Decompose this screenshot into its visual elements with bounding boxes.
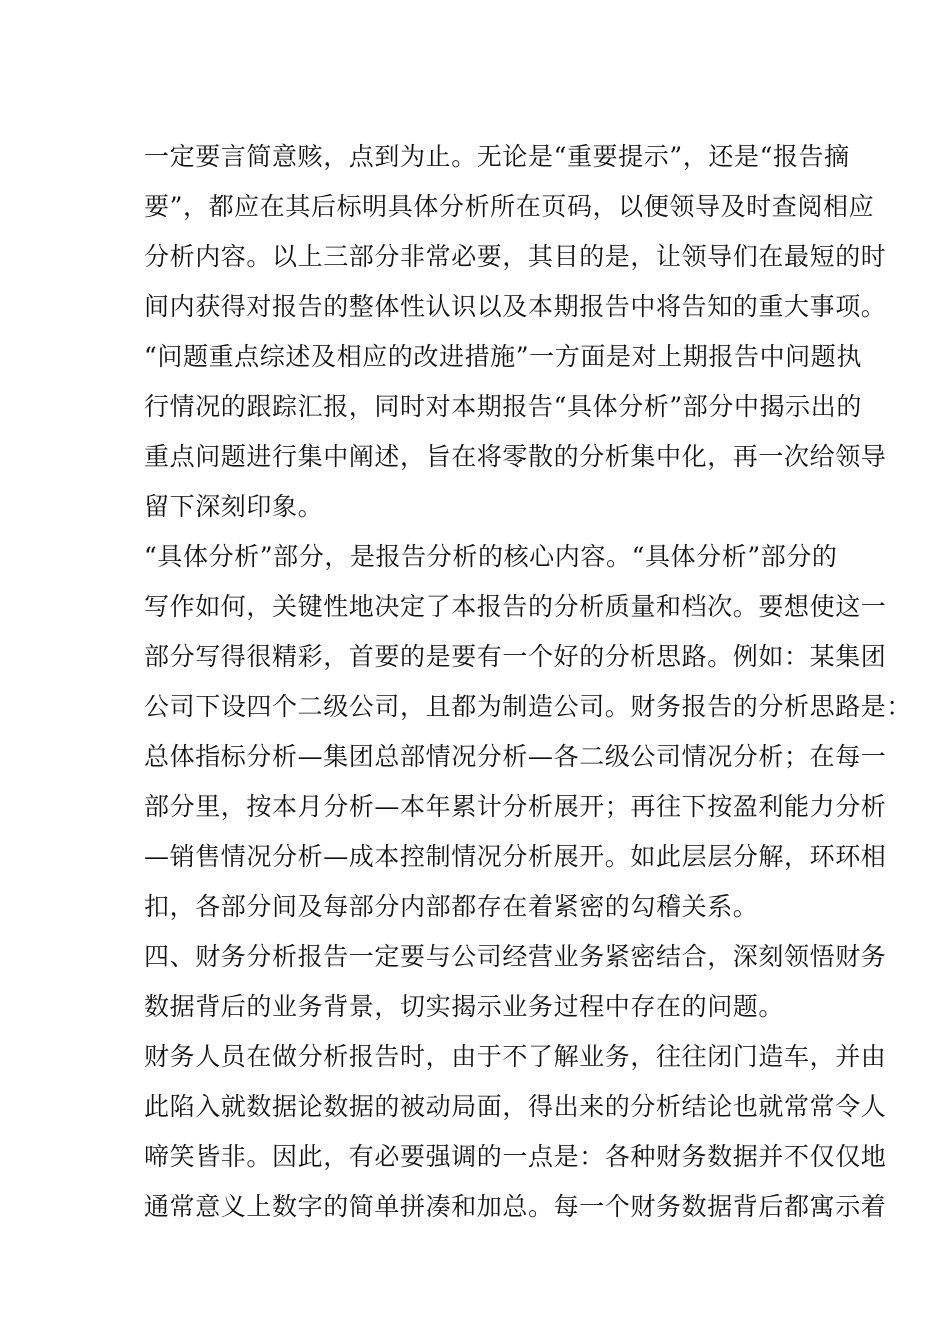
text-line: —销售情况分析—成本控制情况分析展开。如此层层分解，环环相 <box>144 842 887 871</box>
text-line: 四、财务分析报告一定要与公司经营业务紧密结合，深刻领悟财务 <box>144 942 887 971</box>
text-line: 一定要言简意赅，点到为止。无论是“重要提示”，还是“报告摘 <box>144 142 850 171</box>
text-line: 重点问题进行集中阐述，旨在将零散的分析集中化，再一次给领导 <box>144 442 887 471</box>
text-line: 写作如何，关键性地决定了本报告的分析质量和档次。要想使这一 <box>144 592 887 621</box>
text-line: 总体指标分析—集团总部情况分析—各二级公司情况分析；在每一 <box>144 742 887 771</box>
text-line: 扣，各部分间及每部分内部都存在着紧密的勾稽关系。 <box>144 892 759 921</box>
text-line: 要”，都应在其后标明具体分析所在页码，以便领导及时查阅相应 <box>144 192 875 221</box>
text-line: 行情况的跟踪汇报，同时对本期报告“具体分析”部分中揭示出的 <box>144 392 862 421</box>
document-body <box>144 132 913 1232</box>
text-line: 间内获得对报告的整体性认识以及本期报告中将告知的重大事项。 <box>144 292 887 321</box>
text-line: 分析内容。以上三部分非常必要，其目的是，让领导们在最短的时 <box>144 242 887 271</box>
text-line: 通常意义上数字的简单拼凑和加总。每一个财务数据背后都寓示着 <box>144 1192 887 1221</box>
text-line: 公司下设四个二级公司，且都为制造公司。财务报告的分析思路是： <box>144 692 913 721</box>
text-line: “具体分析”部分，是报告分析的核心内容。“具体分析”部分的 <box>144 542 838 571</box>
text-line: 财务人员在做分析报告时，由于不了解业务，往往闭门造车，并由 <box>144 1042 887 1071</box>
text-line: “问题重点综述及相应的改进措施”一方面是对上期报告中问题执 <box>144 342 862 371</box>
text-line: 部分写得很精彩，首要的是要有一个好的分析思路。例如：某集团 <box>144 642 887 671</box>
text-line: 数据背后的业务背景，切实揭示业务过程中存在的问题。 <box>144 992 785 1021</box>
text-line: 留下深刻印象。 <box>144 492 324 521</box>
text-line: 此陷入就数据论数据的被动局面，得出来的分析结论也就常常令人 <box>144 1092 887 1121</box>
text-line: 部分里，按本月分析—本年累计分析展开；再往下按盈利能力分析 <box>144 792 887 821</box>
text-line: 啼笑皆非。因此，有必要强调的一点是：各种财务数据并不仅仅地 <box>144 1142 887 1171</box>
